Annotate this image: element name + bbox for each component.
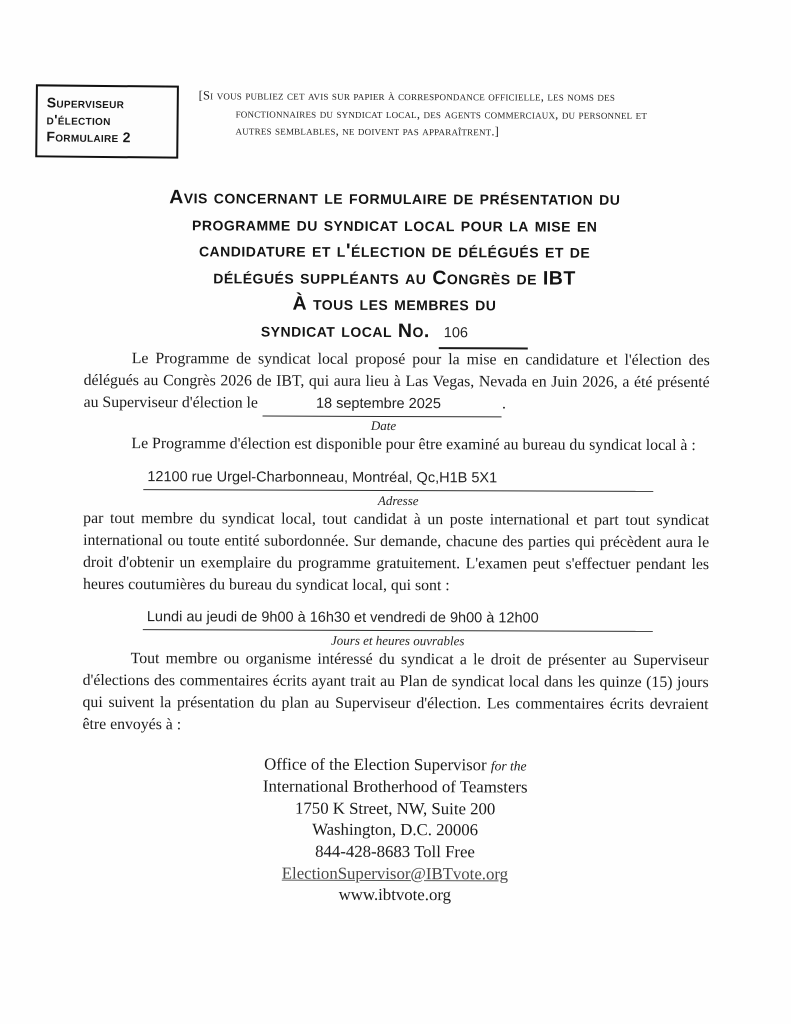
contact-phone: 844-428-8683 Toll Free (315, 841, 475, 862)
local-number-label: syndicat local No. (260, 319, 430, 342)
contact-org: International Brotherhood of Teamsters (262, 776, 528, 797)
document-header (0, 0, 791, 160)
publish-note-line-1: [Si vous publiez cet avis sur papier à correspondance officielle, les noms des (198, 88, 616, 104)
hours-value: Lundi au jeudi de 9h00 à 16h30 et vendredi de 9h00 à 12h00 (146, 609, 539, 627)
notice-title-line-4: délégués suppléants au Congrès de IBT (213, 265, 576, 290)
paragraph-comments: Tout membre ou organisme intéressé du syndicat a le droit de présenter au Superviseur d'élections des commentaires écrits ayant trait au Plan de syndicat local dans les quinze (15) jours qui suivent la présentation du plan au Superviseur d'élection. Les commentaires écrits devraient être envoyés à : (82, 650, 709, 734)
form-badge-line-1: Superviseur (46, 94, 125, 112)
contact-email-link: ElectionSupervisor@IBTvote.org (281, 863, 509, 883)
publish-note-line-3: autres semblables, ne doivent pas apparaîtrent.] (235, 123, 500, 139)
date-value: 18 septembre 2025 (315, 395, 441, 412)
form-badge (35, 84, 179, 158)
paragraph-presented-text: Le Programme de syndicat local proposé pour la mise en candidature et l'élection des délégués au Congrès 2026 de IBT, qui aura lieu à Las Vegas, Nevada en Juin 2026, a été présenté au Superviseur d'élection le (83, 350, 710, 412)
notice-title (0, 184, 790, 351)
notice-title-line-3: candidature et l'élection de délégués et de (198, 239, 591, 263)
contact-office-name: Office of the Election Supervisor (264, 754, 487, 774)
notice-title-line-5: À tous les membres du (292, 292, 497, 316)
publish-note-line-2: fonctionnaires du syndicat local, des agents commerciaux, du personnel et (235, 105, 648, 122)
contact-office-line (82, 752, 708, 777)
address-field (143, 468, 653, 492)
sentence-period: . (501, 394, 506, 412)
address-field-label: Adresse (377, 493, 419, 509)
notice-title-line-2: programme du syndicat local pour la mise en (192, 212, 598, 237)
paragraph-available: Le Programme d'élection est disponible pour être examiné au bureau du syndicat local à : (131, 435, 696, 455)
local-number-field (439, 318, 528, 350)
hours-field-label: Jours et heures ouvrables (331, 633, 465, 649)
document-body (82, 348, 710, 907)
form-badge-line-3: Formulaire 2 (46, 128, 131, 146)
address-value: 12100 rue Urgel-Charbonneau, Montréal, Qc,H1B 5X1 (147, 469, 498, 487)
contact-office-suffix: for the (490, 757, 527, 774)
contact-block (82, 752, 709, 906)
date-field (263, 392, 502, 418)
local-number-value: 106 (443, 324, 469, 341)
form-badge-line-2: d'élection (46, 111, 111, 129)
contact-street: 1750 K Street, NW, Suite 200 (295, 798, 496, 819)
contact-city: Washington, D.C. 20006 (312, 820, 479, 840)
contact-website: www.ibtvote.org (338, 884, 452, 905)
notice-title-line-1: Avis concernant le formulaire de présentation du (169, 186, 621, 210)
paragraph-access: par tout membre du syndicat local, tout candidat à un poste international et part tout syndicat international ou toute entité subordonnée. Sur demande, chacune des parties qui précèdent aura le droit d'obtenir un exemplaire du programme gratuitement. L'examen peut s'effectuer pendant les heures coutumières du bureau du syndicat local, qui sont : (82, 510, 710, 594)
publish-note (199, 87, 699, 141)
notice-title-line-6 (261, 317, 528, 349)
paragraph-presented (84, 348, 710, 419)
hours-field (143, 608, 653, 632)
date-field-label: Date (370, 418, 397, 434)
